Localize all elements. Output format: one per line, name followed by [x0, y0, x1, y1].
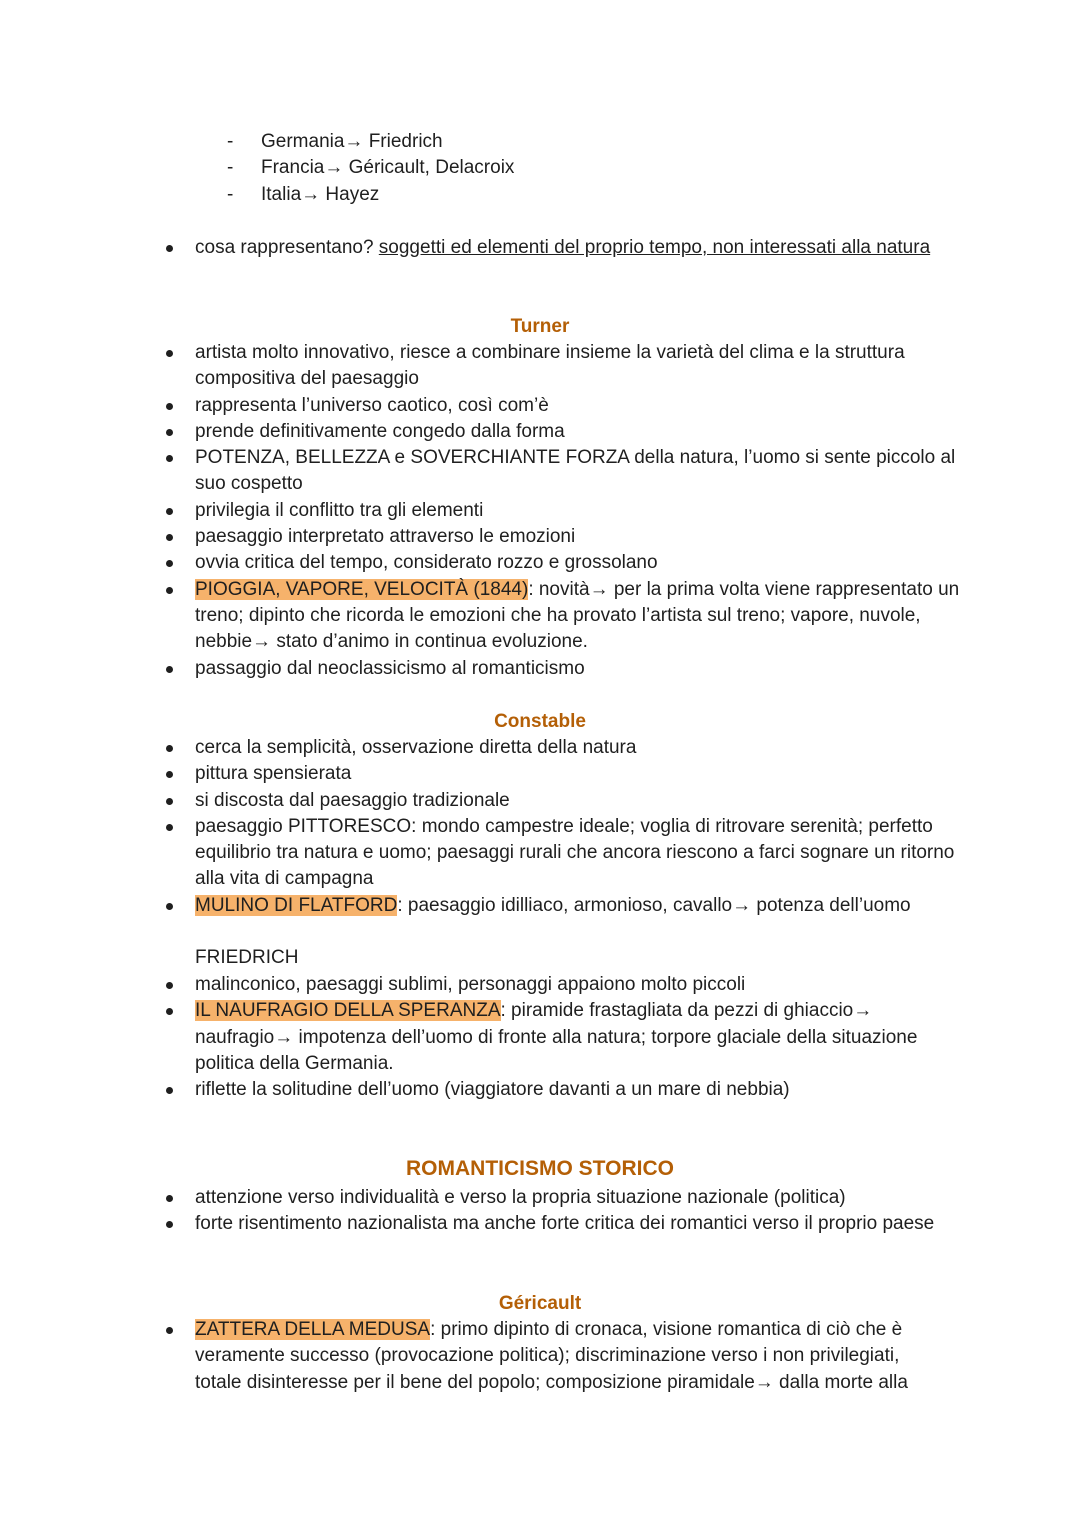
list-item: [0, 761, 1080, 787]
item-text: si discosta dal paesaggio tradizionale: [195, 789, 510, 811]
country-francia: Francia→ Géricault, Delacroix: [261, 157, 515, 179]
list-item: [0, 419, 1080, 445]
list-item: [0, 1185, 1080, 1211]
item-text: prende definitivamente congedo dalla forma: [195, 420, 565, 442]
country-germania: Germania→ Friedrich: [261, 131, 443, 152]
item-text: passaggio dal neoclassicismo al romanticismo: [195, 657, 585, 679]
item-text: pittura spensierata: [195, 763, 352, 785]
list-item: - Italia→ Hayez: [227, 183, 380, 205]
item-text: malinconico, paesaggi sublimi, personaggi appaiono molto piccoli: [195, 974, 746, 995]
list-item: [0, 998, 1080, 1077]
heading-romanticismo-storico: ROMANTICISMO STORICO: [406, 1157, 674, 1180]
turner-list: [0, 340, 1080, 682]
romanticismo-list: [0, 1185, 1080, 1238]
friedrich-list: [0, 972, 1080, 1103]
gericault-list: [0, 1317, 1080, 1396]
painting-description: : paesaggio idilliaco, armonioso, cavallo→ potenza dell’uomo: [397, 894, 911, 916]
list-item: [0, 893, 1080, 919]
constable-list: [0, 735, 1080, 919]
list-item: [0, 656, 1080, 682]
list-item: [0, 445, 1080, 498]
item-text: forte risentimento nazionalista ma anche forte critica dei romantici verso il proprio paese: [195, 1213, 935, 1235]
list-item: [0, 393, 1080, 419]
answer-text: soggetti ed elementi del proprio tempo, non interessati alla natura: [378, 237, 931, 258]
painting-title: IL NAUFRAGIO DELLA SPERANZA: [195, 1000, 501, 1022]
rappresentano-section: [0, 235, 1080, 261]
heading-turner: Turner: [510, 316, 570, 337]
heading-constable: Constable: [494, 711, 586, 732]
list-item: [0, 498, 1080, 524]
item-text: artista molto innovativo, riesce a combinare insieme la varietà del clima e la struttura compositiva del paesaggio: [195, 342, 905, 390]
list-item: [0, 1211, 1080, 1237]
painting-title: ZATTERA DELLA MEDUSA: [195, 1319, 431, 1340]
country-italia: Italia→ Hayez: [261, 183, 380, 205]
list-item: [0, 1317, 1080, 1396]
question-text: cosa rappresentano?: [195, 237, 379, 258]
painting-title: PIOGGIA, VAPORE, VELOCITÀ (1844): [195, 578, 529, 600]
list-item: [0, 972, 1080, 998]
painting-title: MULINO DI FLATFORD: [195, 894, 398, 916]
painting-description: : novità→ per la prima volta viene rappresentato un treno; dipinto che ricorda le emozioni che ha provato l’artista sul treno; vapore, nuvole, nebbie→ stato d’animo in continua evoluzione.: [195, 578, 960, 653]
item-text: attenzione verso individualità e verso la propria situazione nazionale (politica): [195, 1187, 846, 1208]
country-list: [0, 129, 1080, 208]
list-item: [0, 550, 1080, 576]
item-text: paesaggio interpretato attraverso le emozioni: [195, 526, 576, 548]
list-item: [0, 814, 1080, 893]
list-item: [0, 735, 1080, 761]
item-text: cerca la semplicità, osservazione diretta della natura: [195, 737, 637, 758]
list-item: [0, 1077, 1080, 1103]
list-item: - Germania→ Friedrich: [227, 131, 443, 152]
heading-gericault: Géricault: [498, 1293, 582, 1314]
painting-description: : primo dipinto di cronaca, visione romantica di ciò che è veramente successo (provocazione politica); discriminazione verso i non privilegiati, totale disinteresse per il bene del popolo; composizione piramidale→ dalla morte alla: [195, 1319, 908, 1393]
item-text: POTENZA, BELLEZZA e SOVERCHIANTE FORZA della natura, l’uomo si sente piccolo al suo cospetto: [195, 447, 956, 495]
painting-description: : piramide frastagliata da pezzi di ghiaccio→ naufragio→ impotenza dell’uomo di fronte alla natura; torpore glaciale della situazione politica della Germania.: [195, 1000, 918, 1074]
list-item: [0, 235, 1080, 261]
list-item: [0, 577, 1080, 656]
heading-friedrich: FRIEDRICH: [195, 947, 299, 968]
list-item: - Francia→ Géricault, Delacroix: [227, 157, 515, 179]
list-item: [0, 340, 1080, 393]
item-text: riflette la solitudine dell’uomo (viaggiatore davanti a un mare di nebbia): [195, 1079, 790, 1101]
item-text: privilegia il conflitto tra gli elementi: [195, 499, 484, 521]
item-text: paesaggio PITTORESCO: mondo campestre ideale; voglia di ritrovare serenità; perfetto equilibrio tra natura e uomo; paesaggi rurali che ancora riescono a farci sognare un ritorno alla vita di campagna: [195, 815, 955, 890]
item-text: rappresenta l’universo caotico, così com’è: [195, 394, 549, 416]
list-item: [0, 788, 1080, 814]
list-item: [0, 524, 1080, 550]
item-text: ovvia critica del tempo, considerato rozzo e grossolano: [195, 552, 658, 574]
